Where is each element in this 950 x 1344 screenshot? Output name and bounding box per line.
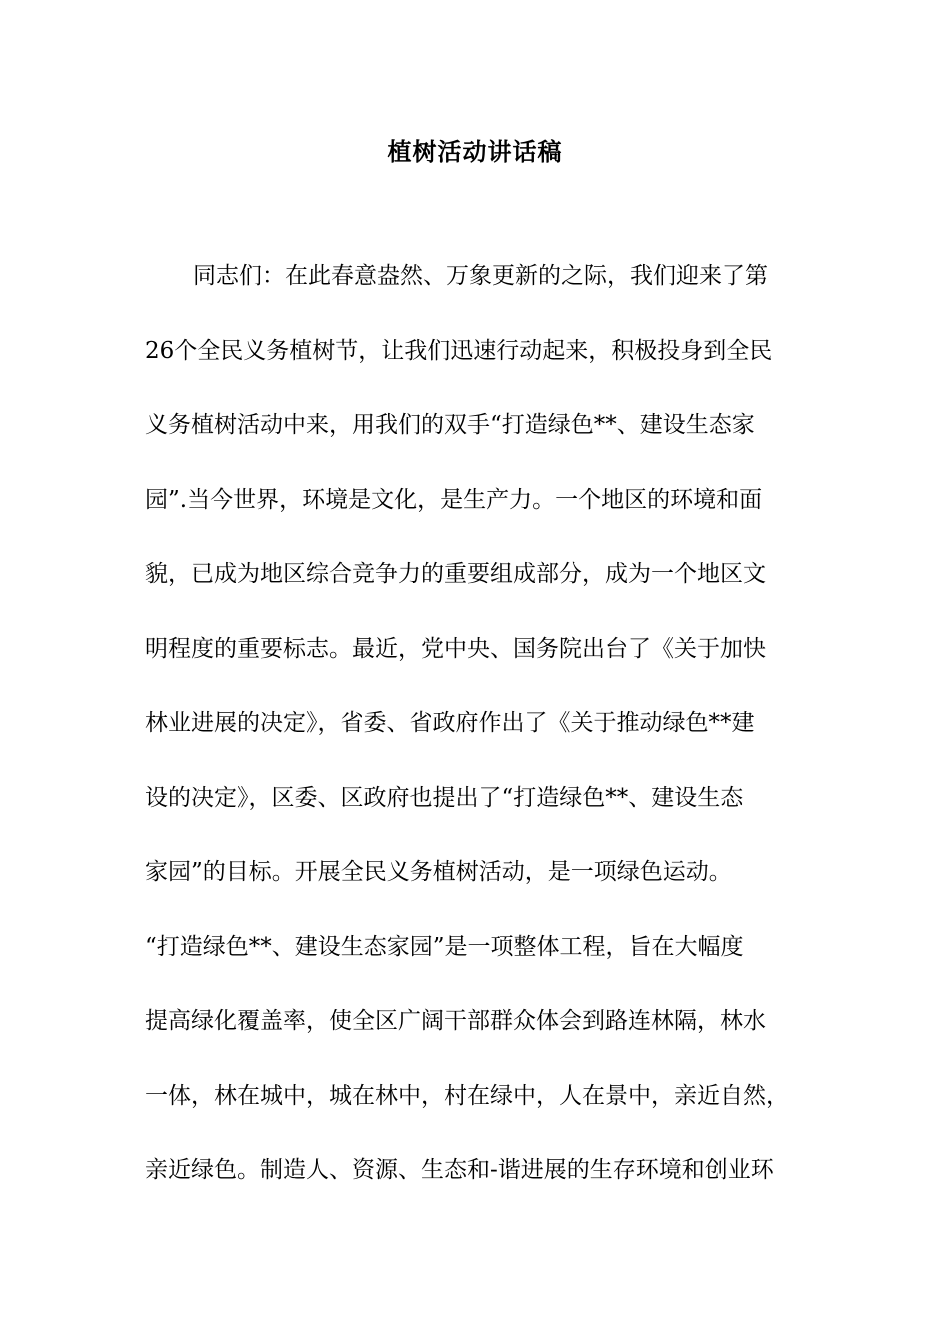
paragraph-line: “打造绿色**、建设生态家园”是一项整体工程，旨在大幅度 xyxy=(145,934,744,960)
paragraph-line: 26个全民义务植树节，让我们迅速行动起来，积极投身到全民 xyxy=(145,338,773,364)
paragraph-line: 同志们：在此春意盎然、万象更新的之际，我们迎来了第 xyxy=(193,263,768,289)
paragraph-line: 园”.当今世界，环境是文化，是生产力。一个地区的环境和面 xyxy=(145,487,763,513)
paragraph-line: 亲近绿色。制造人、资源、生态和-谐进展的生存环境和创业环 xyxy=(145,1157,774,1183)
paragraph-line: 林业进展的决定》，省委、省政府作出了《关于推动绿色**建 xyxy=(145,710,755,736)
paragraph-line: 义务植树活动中来，用我们的双手“打造绿色**、建设生态家 xyxy=(145,412,755,438)
paragraph-line: 一体，林在城中，城在林中，村在绿中，人在景中，亲近自然， xyxy=(145,1083,789,1109)
paragraph-line: 提高绿化覆盖率，使全区广阔干部群众体会到路连林隔，林水 xyxy=(145,1008,766,1034)
paragraph-line: 设的决定》，区委、区政府也提出了“打造绿色**、建设生态 xyxy=(145,785,744,811)
document-title: 植树活动讲话稿 xyxy=(387,138,563,166)
paragraph-line: 明程度的重要标志。最近，党中央、国务院出台了《关于加快 xyxy=(145,636,766,662)
paragraph-line: 貌，已成为地区综合竞争力的重要组成部分，成为一个地区文 xyxy=(145,561,766,587)
paragraph-line: 家园”的目标。开展全民义务植树活动，是一项绿色运动。 xyxy=(145,859,732,885)
